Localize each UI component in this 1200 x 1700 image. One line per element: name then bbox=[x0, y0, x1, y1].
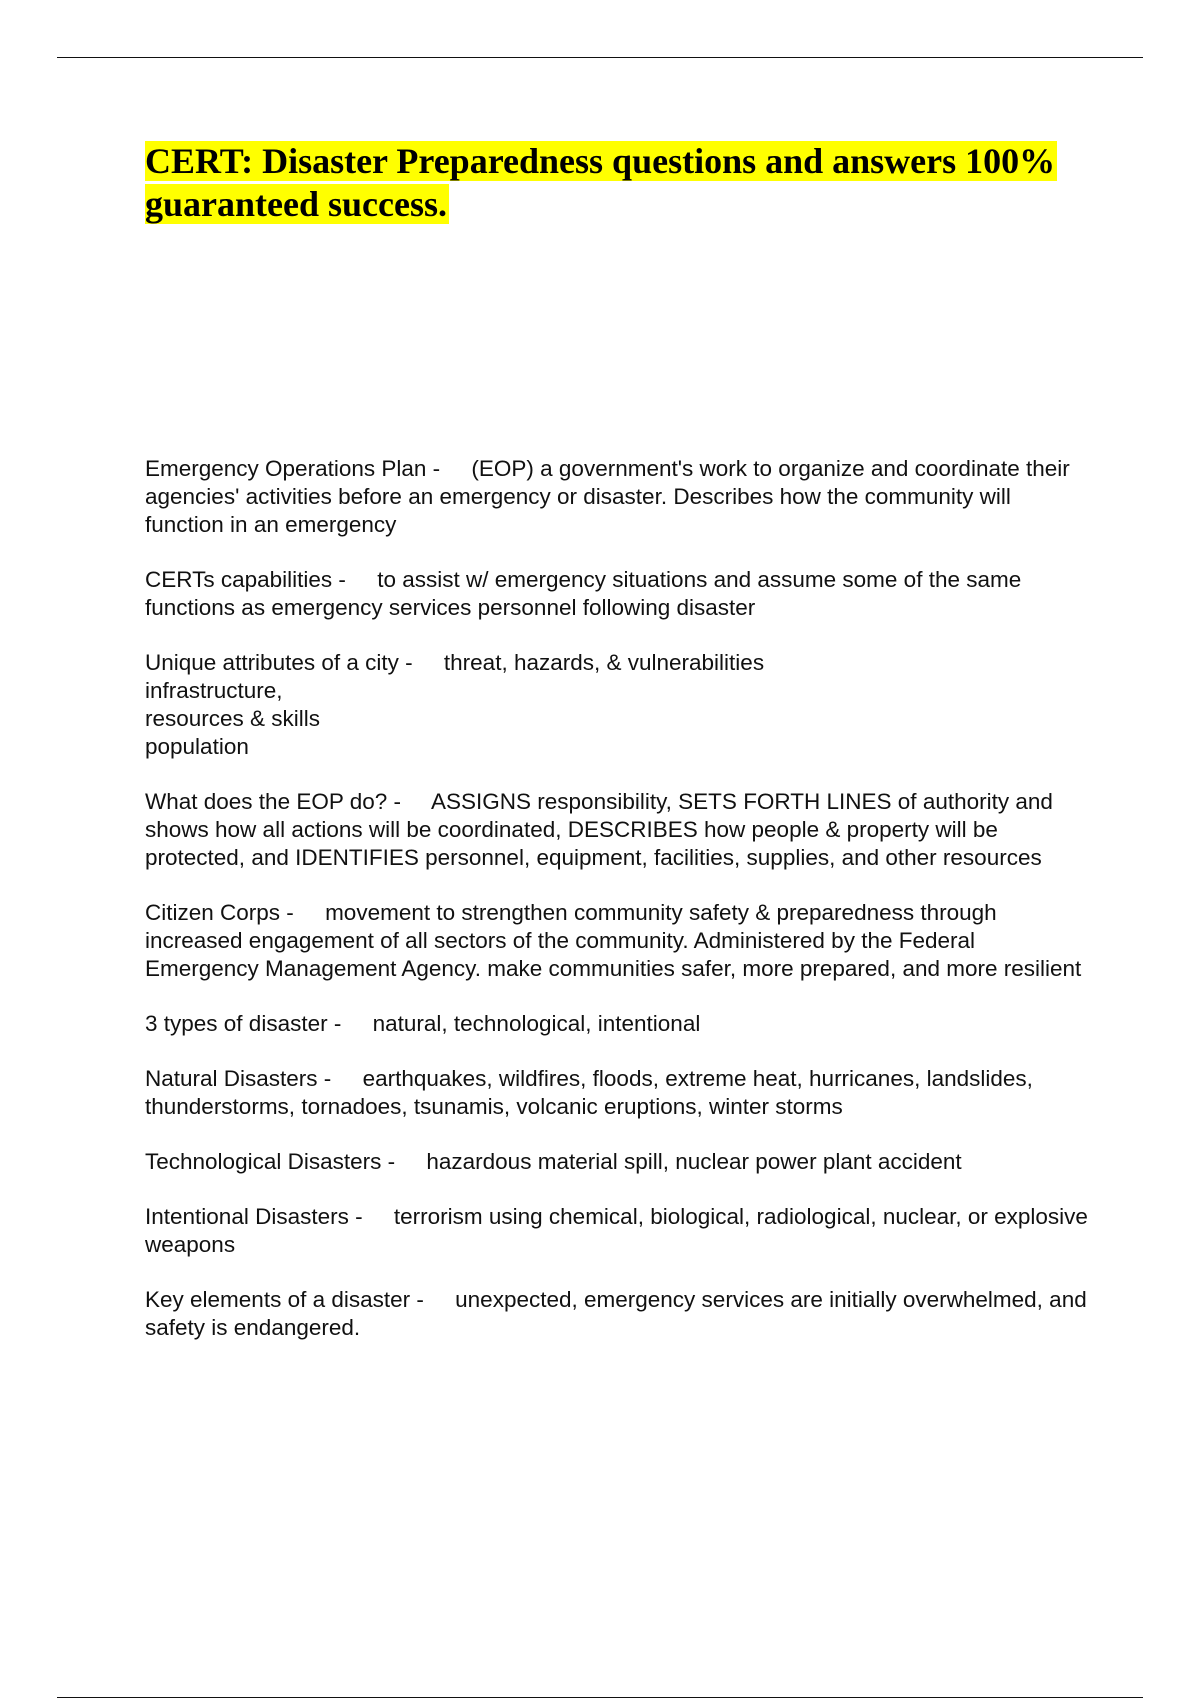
qa-definition: natural, technological, intentional bbox=[372, 1011, 701, 1036]
qa-entry-what-does-eop-do bbox=[145, 788, 1095, 872]
qa-definition: threat, hazards, & vulnerabilities infrastructure, resources & skills population bbox=[145, 650, 765, 759]
qa-term: What does the EOP do? - bbox=[145, 789, 401, 814]
qa-entry-emergency-operations-plan bbox=[145, 455, 1095, 539]
qa-entry-natural-disasters bbox=[145, 1065, 1095, 1121]
qa-term: CERTs capabilities - bbox=[145, 567, 346, 592]
top-rule bbox=[57, 57, 1143, 58]
qa-term: Unique attributes of a city - bbox=[145, 650, 413, 675]
qa-term: Citizen Corps - bbox=[145, 900, 294, 925]
document-title bbox=[145, 140, 1125, 226]
qa-entry-technological-disasters bbox=[145, 1148, 1095, 1176]
qa-entry-citizen-corps bbox=[145, 899, 1095, 983]
qa-entry-intentional-disasters bbox=[145, 1203, 1095, 1259]
qa-definition: (EOP) a government's work to organize and coordinate their agencies' activities before an emergency or disaster. Describes how the community will function in an emergency bbox=[145, 456, 1070, 537]
qa-entry-key-elements bbox=[145, 1286, 1095, 1342]
title-highlight: CERT: Disaster Preparedness questions and answers 100% guaranteed success. bbox=[145, 141, 1056, 224]
qa-definition: movement to strengthen community safety & preparedness through increased engagement of all sectors of the community. Administered by the Federal Emergency Management Agency. make communities safer, more prepared, and more resilient bbox=[145, 900, 1082, 981]
qa-definition: to assist w/ emergency situations and assume some of the same functions as emergency services personnel following disaster bbox=[145, 567, 1022, 620]
qa-definition: earthquakes, wildfires, floods, extreme heat, hurricanes, landslides, thunderstorms, tornadoes, tsunamis, volcanic eruptions, winter storms bbox=[145, 1066, 1033, 1119]
qa-list bbox=[145, 455, 1095, 1369]
bottom-rule bbox=[57, 1697, 1143, 1698]
qa-definition: hazardous material spill, nuclear power plant accident bbox=[426, 1149, 962, 1174]
qa-definition: ASSIGNS responsibility, SETS FORTH LINES of authority and shows how all actions will be coordinated, DESCRIBES how people & property will be protected, and IDENTIFIES personnel, equipment, facilities, supplies, and other resources bbox=[145, 789, 1053, 870]
qa-term: Key elements of a disaster - bbox=[145, 1287, 424, 1312]
qa-definition: terrorism using chemical, biological, radiological, nuclear, or explosive weapons bbox=[145, 1204, 1088, 1257]
qa-definition: unexpected, emergency services are initially overwhelmed, and safety is endangered. bbox=[145, 1287, 1087, 1340]
qa-entry-unique-attributes bbox=[145, 649, 1095, 761]
qa-term: 3 types of disaster - bbox=[145, 1011, 342, 1036]
qa-entry-certs-capabilities bbox=[145, 566, 1095, 622]
qa-entry-types-of-disaster bbox=[145, 1010, 1095, 1038]
qa-term: Intentional Disasters - bbox=[145, 1204, 363, 1229]
qa-term: Emergency Operations Plan - bbox=[145, 456, 441, 481]
qa-term: Technological Disasters - bbox=[145, 1149, 396, 1174]
qa-term: Natural Disasters - bbox=[145, 1066, 332, 1091]
